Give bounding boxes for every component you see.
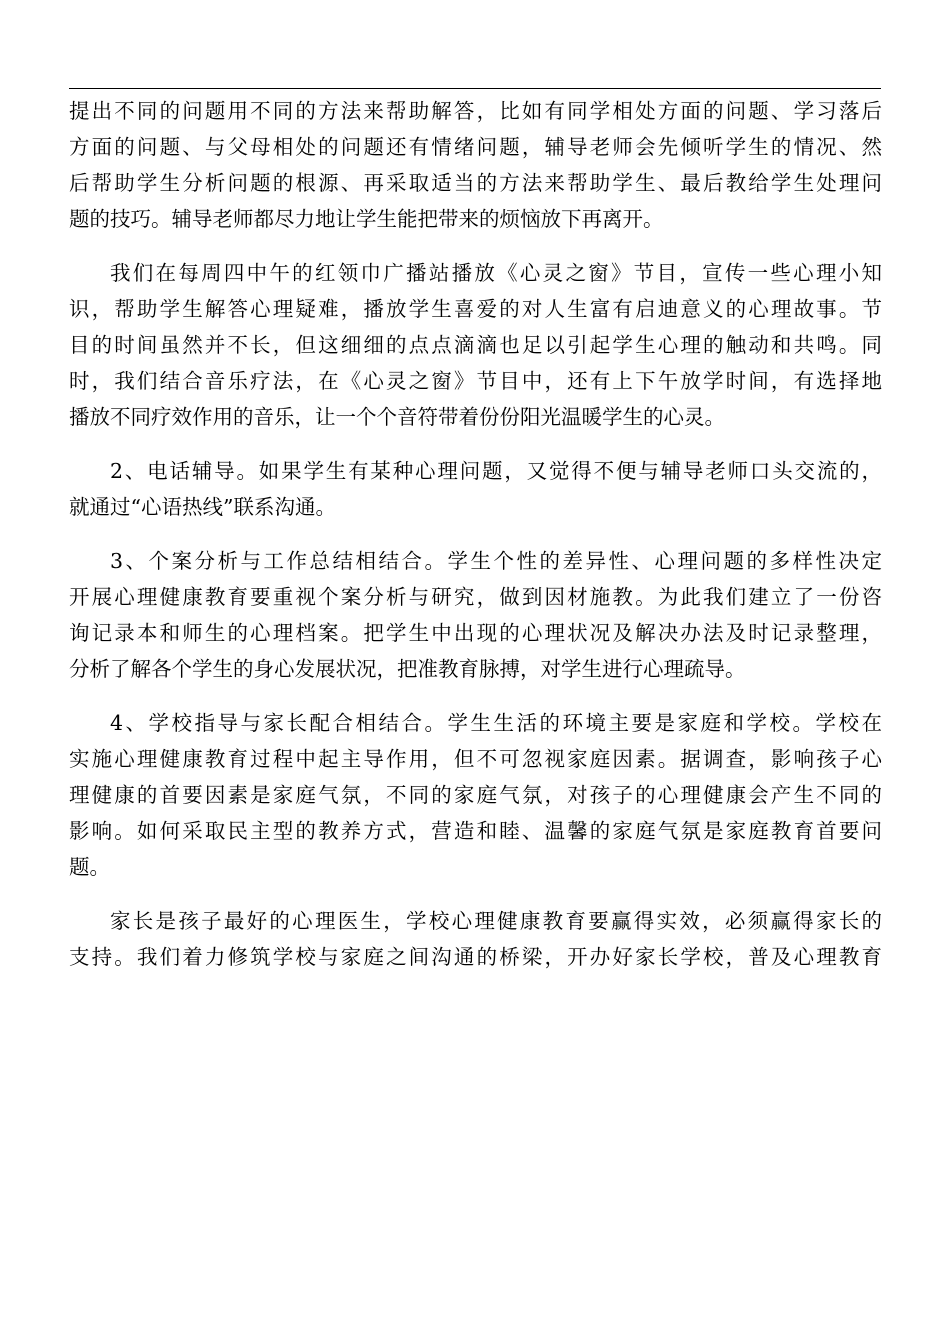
paragraph-parents-support [69,903,882,975]
text-line: 我们在每周四中午的红领巾广播站播放《心灵之窗》节目，宣传一些心理小知 [110,261,882,285]
text-line: 目的时间虽然并不长，但这细细的点点滴滴也足以引起学生心理的触动和共鸣。同 [69,333,882,357]
paragraph-counseling-methods [69,93,882,237]
text-line: 时，我们结合音乐疗法，在《心灵之窗》节目中，还有上下午放学时间，有选择地 [69,369,882,393]
text-line: 后帮助学生分析问题的根源、再采取适当的方法来帮助学生、最后教给学生处理问 [69,171,882,195]
text-line: 4、学校指导与家长配合相结合。学生生活的环境主要是家庭和学校。学校在 [110,711,882,735]
paragraph-radio-program [69,255,882,435]
text-line: 提出不同的问题用不同的方法来帮助解答，比如有同学相处方面的问题、学习落后 [69,99,882,123]
text-line: 3、个案分析与工作总结相结合。学生个性的差异性、心理问题的多样性决定 [110,549,882,573]
paragraph-phone-counseling [69,453,882,525]
header-rule [69,88,881,89]
text-line: 理健康的首要因素是家庭气氛，不同的家庭气氛，对孩子的心理健康会产生不同的 [69,783,882,807]
document-body [69,93,882,993]
text-line: 题的技巧。辅导老师都尽力地让学生能把带来的烦恼放下再离开。 [69,207,664,231]
text-line: 方面的问题、与父母相处的问题还有情绪问题，辅导老师会先倾听学生的情况、然 [69,135,882,159]
text-line: 就通过“心语热线”联系沟通。 [69,495,336,519]
paragraph-case-analysis [69,543,882,687]
text-line: 询记录本和师生的心理档案。把学生中出现的心理状况及解决办法及时记录整理， [69,621,882,645]
text-line: 分析了解各个学生的身心发展状况，把准教育脉搏，对学生进行心理疏导。 [69,657,746,681]
text-line: 支持。我们着力修筑学校与家庭之间沟通的桥梁，开办好家长学校，普及心理教育 [69,945,882,969]
text-line: 播放不同疗效作用的音乐，让一个个音符带着份份阳光温暖学生的心灵。 [69,405,725,429]
text-line: 开展心理健康教育要重视个案分析与研究，做到因材施教。为此我们建立了一份咨 [69,585,882,609]
paragraph-school-family [69,705,882,885]
text-line: 影响。如何采取民主型的教养方式，营造和睦、温馨的家庭气氛是家庭教育首要问 [69,819,882,843]
text-line: 识，帮助学生解答心理疑难，播放学生喜爱的对人生富有启迪意义的心理故事。节 [69,297,882,321]
text-line: 家长是孩子最好的心理医生，学校心理健康教育要赢得实效，必须赢得家长的 [110,909,882,933]
text-line: 题。 [69,855,110,879]
text-line: 2、电话辅导。如果学生有某种心理问题，又觉得不便与辅导老师口头交流的， [110,459,882,483]
text-line: 实施心理健康教育过程中起主导作用，但不可忽视家庭因素。据调查，影响孩子心 [69,747,882,771]
